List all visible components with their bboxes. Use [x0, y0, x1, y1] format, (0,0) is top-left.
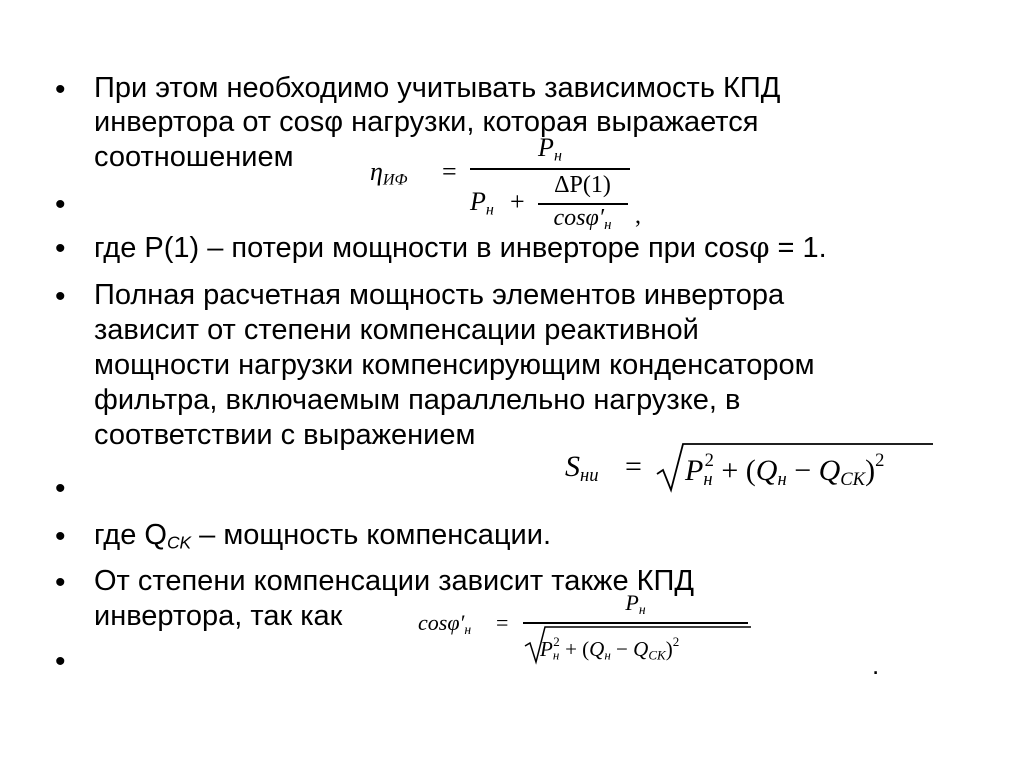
cos-numerator-sub: н	[638, 601, 646, 617]
eta-main-fraction-bar	[470, 168, 630, 170]
eta-inner-numerator: ΔP(1)	[554, 172, 611, 198]
eta-plus: +	[510, 187, 525, 216]
cos-minus: −	[616, 636, 628, 661]
bullet-2-empty: •	[55, 188, 66, 221]
s-close-paren: )	[865, 453, 876, 487]
s-plus: + (	[721, 453, 756, 487]
eta-numerator: P	[538, 133, 554, 162]
paragraph-1-line-2: инвертора от cosφ нагрузки, которая выражается	[94, 106, 759, 138]
eta-inner-denominator-sub: н	[604, 217, 612, 234]
cos-close-paren: )	[665, 636, 673, 661]
paragraph-4-rest: – мощность компенсации.	[191, 519, 552, 551]
s-subscript: ни	[580, 465, 599, 487]
paragraph-2	[94, 230, 974, 265]
bullet-3: •	[55, 232, 66, 265]
cos-p-sub: н	[552, 647, 560, 663]
s-p-sup: 2	[704, 450, 714, 471]
s-q: Q	[755, 453, 778, 487]
cos-close-sup: 2	[672, 634, 680, 649]
eta-trailing-comma: ,	[635, 203, 641, 229]
eta-denominator-p: P	[470, 187, 486, 216]
paragraph-3-line-2: зависит от степени компенсации реактивной	[94, 314, 699, 346]
eta-inner-denominator: cosφ′	[553, 205, 605, 231]
cos-numerator: P	[625, 590, 639, 615]
cos-trailing-period: .	[872, 650, 880, 680]
paragraph-4-subscript: CK	[166, 532, 192, 553]
eta-equals: =	[442, 157, 457, 186]
eta-subscript: ИФ	[382, 171, 408, 189]
cos-p: P	[540, 636, 553, 661]
s-p-sub: н	[703, 469, 713, 491]
cos-plus: + (	[565, 636, 590, 661]
s-p: P	[685, 453, 704, 487]
bullet-7: •	[55, 566, 66, 599]
cos-p-sup: 2	[553, 634, 560, 649]
s-qck-sub: CK	[840, 469, 866, 491]
paragraph-3-line-1: Полная расчетная мощность элементов инвертора	[94, 279, 785, 311]
s-qck: Q	[818, 453, 841, 487]
bullet-1: •	[55, 73, 66, 106]
efficiency-formula	[370, 135, 650, 235]
paragraph-2-end: = 1.	[769, 232, 827, 264]
cos-q-sub: н	[604, 647, 611, 663]
s-q-sub: н	[777, 469, 787, 491]
paragraph-2-text: где P(1) – потери мощности в инверторе при cos	[94, 232, 750, 264]
paragraph-1-line-1: При этом необходимо учитывать зависимость КПД	[94, 72, 781, 104]
cos-qck: Q	[633, 636, 649, 661]
s-radicand	[685, 450, 884, 491]
cos-q: Q	[589, 636, 605, 661]
paragraph-4-prefix: где Q	[94, 519, 167, 551]
s-close-sup: 2	[875, 450, 885, 471]
s-equals: =	[625, 450, 642, 483]
paragraph-1-line-3: соотношением	[94, 141, 294, 173]
cos-radicand	[540, 634, 679, 663]
cos-qck-sub: CK	[648, 647, 666, 663]
s-symbol: S	[565, 450, 580, 483]
eta-denominator-p-sub: н	[485, 201, 494, 219]
paragraph-3-line-5: соответствии с выражением	[94, 419, 476, 451]
paragraph-4	[94, 518, 974, 559]
paragraph-2-phi: φ	[749, 230, 770, 264]
paragraph-5-line-1: От степени компенсации зависит также КПД	[94, 565, 695, 597]
bullet-5-empty: •	[55, 472, 66, 505]
paragraph-5-line-2: инвертора, так как	[94, 600, 343, 632]
eta-symbol: η	[370, 157, 383, 186]
cos-equals: =	[496, 610, 509, 635]
cos-lhs-sub: н	[464, 621, 472, 637]
s-minus: −	[794, 453, 812, 487]
cosphi-formula	[418, 590, 888, 680]
bullet-8-empty: •	[55, 645, 66, 678]
bullet-6: •	[55, 520, 66, 553]
cos-lhs: cosφ′	[418, 610, 465, 635]
bullet-4: •	[55, 280, 66, 313]
paragraph-3-line-3: мощности нагрузки компенсирующим конденсатором	[94, 349, 815, 381]
eta-numerator-sub: н	[553, 147, 562, 165]
apparent-power-formula	[565, 440, 945, 500]
paragraph-3-line-4: фильтра, включаемым параллельно нагрузке, в	[94, 384, 741, 416]
